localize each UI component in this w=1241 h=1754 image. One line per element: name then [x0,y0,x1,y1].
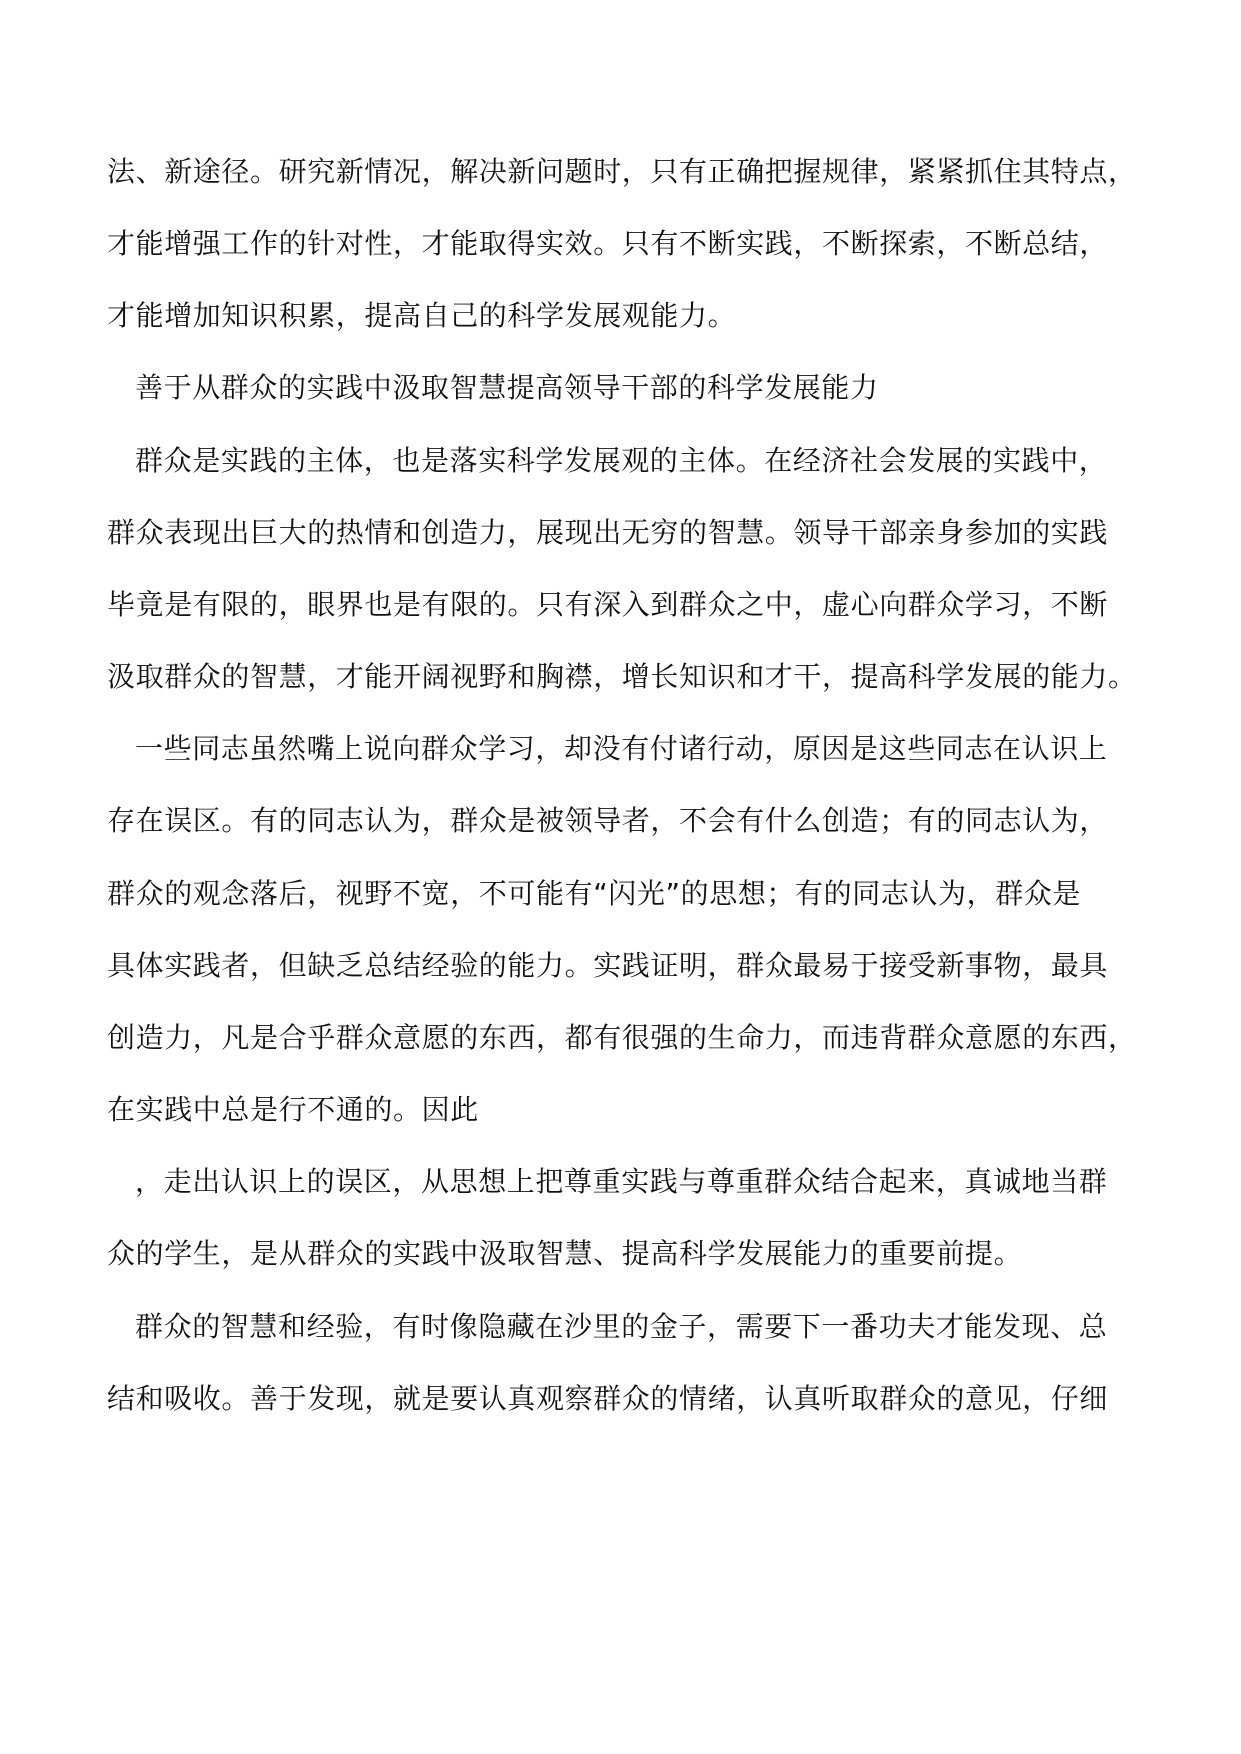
text-line: 群众的智慧和经验，有时像隐藏在沙里的金子，需要下一番功夫才能发现、总 [135,1310,1108,1343]
section-heading: 善于从群众的实践中汲取智慧提高领导干部的科学发展能力 [135,371,879,404]
text-line: 法、新途径。研究新情况，解决新问题时，只有正确把握规律，紧紧抓住其特点， [107,155,1137,188]
text-line: 具体实践者，但缺乏总结经验的能力。实践证明，群众最易于接受新事物，最具 [107,949,1109,982]
text-line: 创造力，凡是合乎群众意愿的东西，都有很强的生命力，而违背群众意愿的东西， [107,1021,1137,1054]
text-line: 才能增加知识积累，提高自己的科学发展观能力。 [107,299,737,332]
text-line: 才能增强工作的针对性，才能取得实效。只有不断实践，不断探索，不断总结， [107,227,1109,260]
text-line: ，走出认识上的误区，从思想上把尊重实践与尊重群众结合起来，真诚地当群 [135,1165,1108,1198]
text-line: 众的学生，是从群众的实践中汲取智慧、提高科学发展能力的重要前提。 [107,1237,1023,1270]
text-line: 汲取群众的智慧，才能开阔视野和胸襟，增长知识和才干，提高科学发展的能力。 [107,660,1137,693]
text-line: 群众表现出巨大的热情和创造力，展现出无穷的智慧。领导干部亲身参加的实践 [107,516,1109,549]
text-line: 存在误区。有的同志认为，群众是被领导者，不会有什么创造；有的同志认为， [107,804,1109,837]
text-line: 一些同志虽然嘴上说向群众学习，却没有付诸行动，原因是这些同志在认识上 [135,732,1108,765]
text-line: 在实践中总是行不通的。因此 [107,1093,479,1126]
text-line: 群众是实践的主体，也是落实科学发展观的主体。在经济社会发展的实践中， [135,444,1108,477]
text-line: 毕竟是有限的，眼界也是有限的。只有深入到群众之中，虚心向群众学习，不断 [107,588,1109,621]
text-line: 结和吸收。善于发现，就是要认真观察群众的情绪，认真听取群众的意见，仔细 [107,1382,1109,1415]
text-line: 群众的观念落后，视野不宽，不可能有“闪光”的思想；有的同志认为，群众是 [107,877,1082,910]
